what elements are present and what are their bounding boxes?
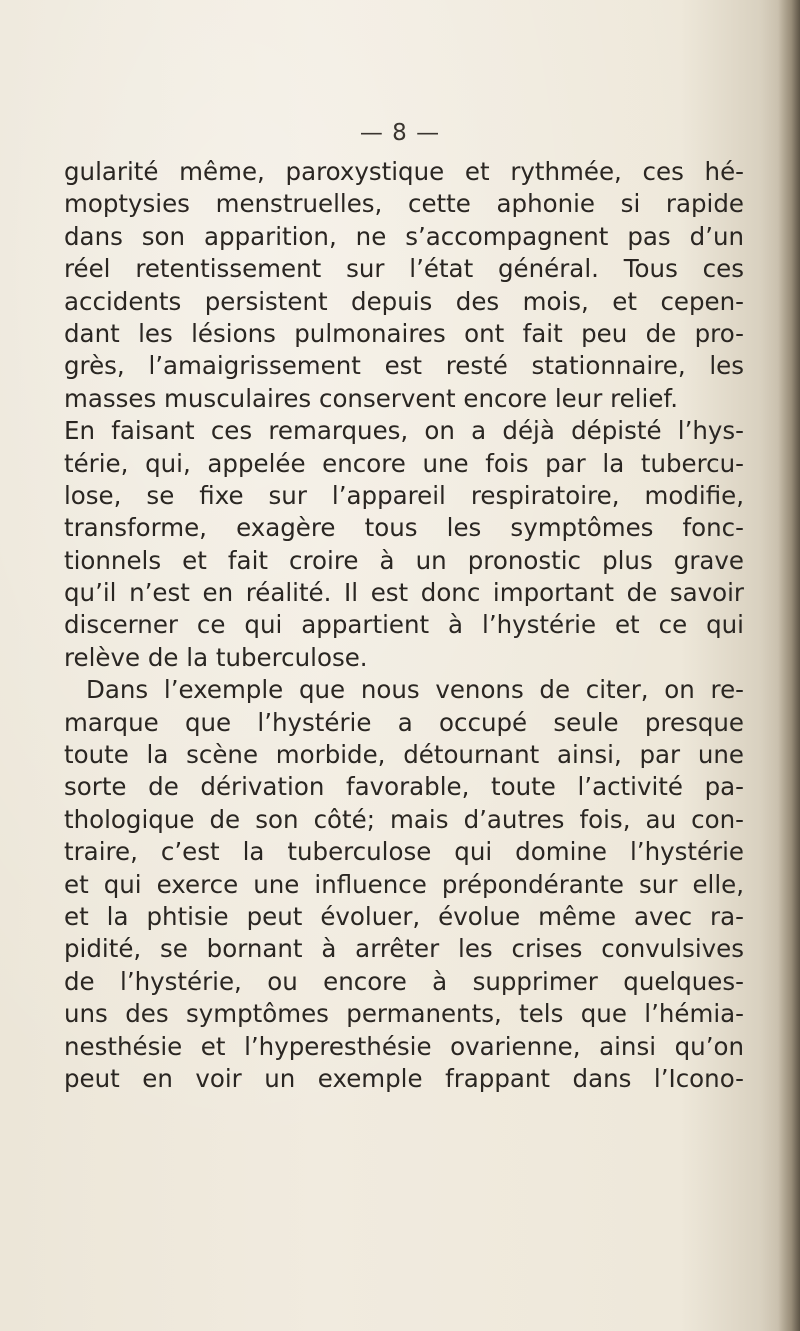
text-line: uns des symptômes permanents, tels que l’hémia- [64,999,744,1029]
text-line: accidents persistent depuis des mois, et cepen- [64,286,744,316]
text-line: lose, se fixe sur l’appareil respiratoire, modifie, [64,480,744,510]
text-line: thologique de son côté; mais d’autres fois, au con- [64,804,744,834]
body-text [64,156,744,1095]
page-number: — 8 — [359,120,441,146]
text-line: gularité même, paroxystique et rythmée, ces hé- [64,157,744,186]
text-line: dans son apparition, ne s’accompagnent pas d’un [64,221,744,251]
text-line: Dans l’exemple que nous venons de citer, on re- [86,675,744,705]
text-line: réel retentissement sur l’état général. Tous ces [64,254,744,284]
text-line: de l’hystérie, ou encore à supprimer quelques- [64,966,744,996]
text-line: discerner ce qui appartient à l’hystérie et ce qui [64,610,744,640]
text-line: sorte de dérivation favorable, toute l’activité pa- [64,772,744,802]
text-line: peut en voir un exemple frappant dans l’Icono- [64,1063,744,1093]
text-line: transforme, exagère tous les symptômes fonc- [64,513,744,543]
text-line: masses musculaires conservent encore leur relief. [64,383,679,413]
text-line: marque que l’hystérie a occupé seule presque [64,707,744,737]
page-edge-shadow [778,0,800,1331]
text-line: relève de la tuberculose. [64,642,368,672]
text-line: dant les lésions pulmonaires ont fait peu de pro- [64,318,744,348]
text-line: nesthésie et l’hyperesthésie ovarienne, ainsi qu’on [64,1031,744,1061]
text-line: toute la scène morbide, détournant ainsi, par une [64,740,744,770]
text-line: En faisant ces remarques, on a déjà dépisté l’hys- [64,416,744,446]
text-line: qu’il n’est en réalité. Il est donc important de savoir [64,578,744,608]
text-line: grès, l’amaigrissement est resté stationnaire, les [64,351,744,381]
text-line: térie, qui, appelée encore une fois par la tubercu- [64,448,744,478]
text-line: et qui exerce une influence prépondérante sur elle, [64,869,744,899]
text-line: tionnels et fait croire à un pronostic plus grave [64,545,744,575]
text-line: moptysies menstruelles, cette aphonie si rapide [64,189,744,219]
text-line: pidité, se bornant à arrêter les crises convulsives [64,934,744,964]
text-line: et la phtisie peut évoluer, évolue même avec ra- [64,901,744,931]
text-line: traire, c’est la tuberculose qui domine l’hystérie [64,837,744,867]
